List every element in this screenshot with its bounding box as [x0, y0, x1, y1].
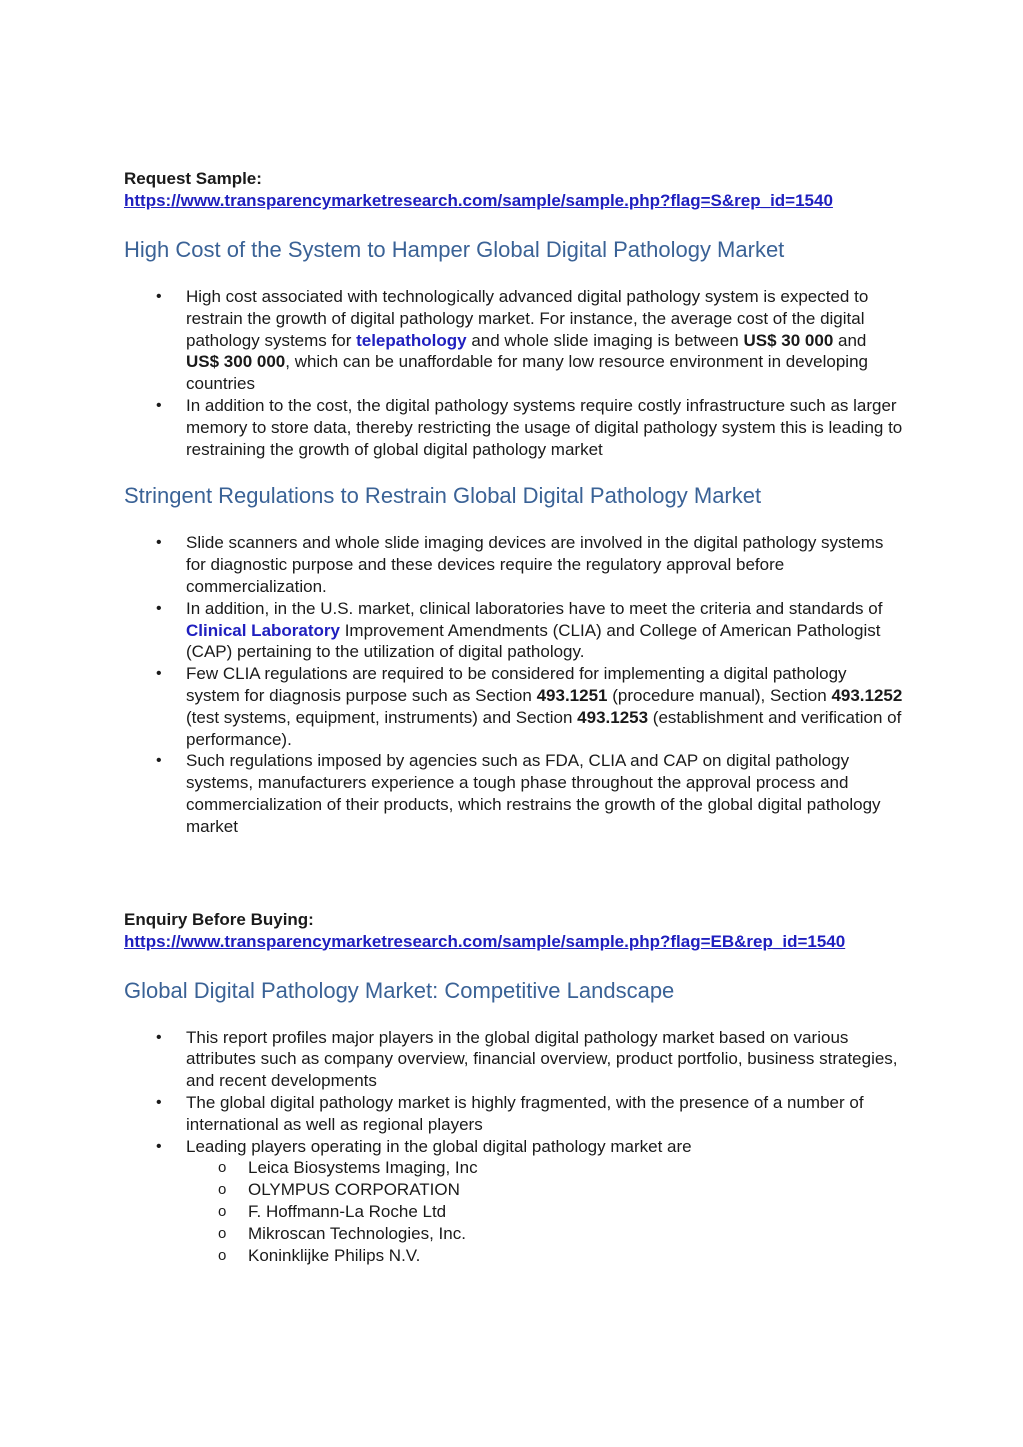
list-item: • In addition to the cost, the digital pathology systems require costly infrastructure such as larger memory to store data, thereby restricting the usage of digital pathology system this is leading to restraining the growth of global digital pathology market: [124, 395, 904, 460]
player-item: o OLYMPUS CORPORATION: [186, 1179, 904, 1201]
enquiry-link[interactable]: https://www.transparencymarketresearch.com/sample/sample.php?flag=EB&rep_id=1540: [124, 931, 846, 951]
telepathology-link[interactable]: telepathology: [356, 330, 467, 350]
regulations-list: [124, 532, 904, 837]
section-heading-high-cost: High Cost of the System to Hamper Global Digital Pathology Market: [124, 237, 785, 262]
clinical-laboratory-link[interactable]: Clinical Laboratory: [186, 620, 340, 640]
competitive-list: [124, 1027, 904, 1267]
high-cost-list: [124, 286, 904, 460]
list-item: • Leading players operating in the global digital pathology market are o Leica Biosystems Imaging, Inc o OLYMPUS CORPORATION o F. Hoffmann-La Roche Ltd o Mikroscan Technologies, Inc. o Koninklijke Philips N.V.: [124, 1136, 904, 1267]
list-item: • The global digital pathology market is highly fragmented, with the presence of a number of international as well as regional players: [124, 1092, 904, 1136]
list-item: • High cost associated with technologically advanced digital pathology system is expected to restrain the growth of digital pathology market. For instance, the average cost of the digital pathology systems for telepathology and whole slide imaging is between US$ 30 000 and US$ 300 000, which can be unaffordable for many low resource environment in developing countries: [124, 286, 904, 395]
list-item: • This report profiles major players in the global digital pathology market based on various attributes such as company overview, financial overview, product portfolio, business strategies, and recent developments: [124, 1027, 904, 1092]
list-item: • Slide scanners and whole slide imaging devices are involved in the digital pathology systems for diagnostic purpose and these devices require the regulatory approval before commercialization.: [124, 532, 904, 597]
section-heading-competitive-landscape: Global Digital Pathology Market: Competitive Landscape: [124, 977, 675, 1003]
enquiry-label: Enquiry Before Buying:: [124, 909, 314, 929]
player-item: o Koninklijke Philips N.V.: [186, 1245, 904, 1267]
document-page: [124, 168, 904, 1266]
player-item: o Mikroscan Technologies, Inc.: [186, 1223, 904, 1245]
request-sample-link[interactable]: https://www.transparencymarketresearch.com/sample/sample.php?flag=S&rep_id=1540: [124, 191, 833, 210]
section-heading-regulations: Stringent Regulations to Restrain Global Digital Pathology Market: [124, 483, 762, 509]
player-item: o F. Hoffmann-La Roche Ltd: [186, 1201, 904, 1223]
players-list: [186, 1157, 904, 1266]
request-sample-label: Request Sample:: [124, 169, 262, 188]
list-item: • Such regulations imposed by agencies such as FDA, CLIA and CAP on digital pathology systems, manufacturers experience a tough phase throughout the approval process and commercialization of their products, which restrains the growth of the global digital pathology market: [124, 750, 904, 837]
list-item: • Few CLIA regulations are required to be considered for implementing a digital pathology system for diagnosis purpose such as Section 493.1251 (procedure manual), Section 493.1252 (test systems, equipment, instruments) and Section 493.1253 (establishment and verification of performance).: [124, 663, 904, 750]
player-item: o Leica Biosystems Imaging, Inc: [186, 1157, 904, 1179]
list-item: • In addition, in the U.S. market, clinical laboratories have to meet the criteria and standards of Clinical Laboratory Improvement Amendments (CLIA) and College of American Pathologist (CAP) pertaining to the utilization of digital pathology.: [124, 598, 904, 663]
